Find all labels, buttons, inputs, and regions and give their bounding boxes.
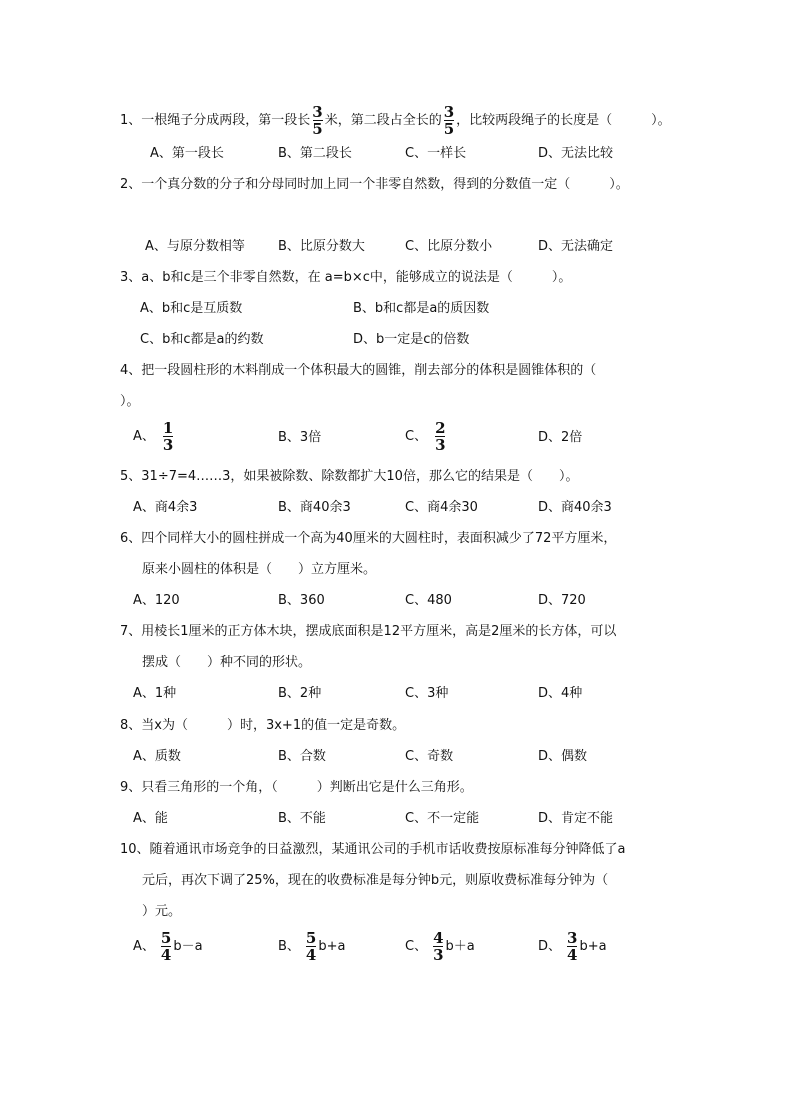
question-4: 4、把一段圆柱形的木料削成一个体积最大的圆锥，削去部分的体积是圆锥体积的（ — [120, 363, 597, 378]
question-7-cont: 摆成（ ）种不同的形状。 — [142, 655, 312, 670]
question-1 — [120, 104, 671, 137]
fraction — [161, 930, 171, 963]
question-6: 6、四个同样大小的圆柱拼成一个高为40厘米的大圆柱时，表面积减少了72平方厘米， — [120, 531, 617, 546]
denominator: 5 — [312, 120, 323, 138]
option-a: A、1种 — [133, 686, 177, 701]
numerator: 2 — [435, 419, 446, 437]
option-a: A、质数 — [133, 749, 181, 764]
option-a: A、商4余3 — [133, 500, 198, 515]
option-b — [278, 930, 345, 963]
option-label: A、 — [133, 939, 155, 954]
numerator: 3 — [567, 929, 578, 947]
option-label: D、 — [538, 939, 562, 954]
denominator: 4 — [160, 946, 172, 964]
denominator: 3 — [162, 436, 174, 454]
denominator: 4 — [567, 946, 578, 964]
question-10-cont: 元后，再次下调了25%，现在的收费标准是每分钟b元，则原收费标准每分钟为（ — [142, 873, 609, 888]
option-label: C、 — [405, 429, 428, 444]
question-10-cont2: ）元。 — [142, 904, 182, 919]
numerator: 5 — [160, 929, 172, 947]
fraction — [306, 930, 316, 963]
option-a — [133, 930, 203, 963]
option-d: D、无法确定 — [538, 239, 614, 254]
option-a: A、第一段长 — [150, 146, 224, 161]
option-c: C、奇数 — [405, 749, 454, 764]
fraction — [567, 930, 577, 963]
option-d: D、商40余3 — [538, 500, 612, 515]
fraction — [435, 420, 445, 453]
option-a — [133, 420, 175, 453]
question-6-cont: 原来小圆柱的体积是（ ）立方厘米。 — [142, 562, 377, 577]
option-b: B、b和c都是a的质因数 — [353, 301, 490, 316]
option-c: C、一样长 — [405, 146, 467, 161]
option-a: A、b和c是互质数 — [140, 301, 243, 316]
fraction — [444, 104, 454, 137]
option-b: B、商40余3 — [278, 500, 351, 515]
option-d — [538, 930, 607, 963]
question-10: 10、随着通讯市场竞争的日益激烈，某通讯公司的手机市话收费按原标准每分钟降低了a — [120, 842, 626, 857]
option-tail: b－a — [173, 939, 203, 954]
question-5: 5、31÷7=4……3，如果被除数、除数都扩大10倍，那么它的结果是（ ）。 — [120, 469, 579, 484]
option-d: D、720 — [538, 593, 586, 608]
numerator: 3 — [312, 103, 323, 121]
option-c — [405, 930, 475, 963]
option-b: B、比原分数大 — [278, 239, 365, 254]
fraction — [163, 420, 173, 453]
option-label: C、 — [405, 939, 428, 954]
fraction — [312, 104, 322, 137]
option-a: A、能 — [133, 811, 168, 826]
question-3: 3、a、b和c是三个非零自然数，在 a=b×c中，能够成立的说法是（ ）。 — [120, 270, 572, 285]
option-label: B、 — [278, 939, 300, 954]
question-4-cont: ）。 — [120, 394, 140, 409]
denominator: 3 — [435, 436, 446, 454]
option-d: D、4种 — [538, 686, 583, 701]
option-c: C、不一定能 — [405, 811, 480, 826]
option-b: B、360 — [278, 593, 325, 608]
option-tail: b+a — [318, 939, 346, 954]
option-b: B、3倍 — [278, 430, 322, 445]
option-c: C、3种 — [405, 686, 449, 701]
denominator: 4 — [305, 946, 317, 964]
question-text: ，比较两段绳子的长度是（ ）。 — [456, 113, 671, 128]
option-c: C、480 — [405, 593, 452, 608]
numerator: 4 — [433, 929, 444, 947]
option-b: B、2种 — [278, 686, 322, 701]
option-a: A、与原分数相等 — [145, 239, 245, 254]
option-c: C、比原分数小 — [405, 239, 493, 254]
option-c: C、b和c都是a的约数 — [140, 332, 264, 347]
option-tail: b+a — [579, 939, 607, 954]
numerator: 1 — [162, 419, 174, 437]
question-2: 2、一个真分数的分子和分母同时加上同一个非零自然数，得到的分数值一定（ ）。 — [120, 177, 629, 192]
option-a: A、120 — [133, 593, 180, 608]
option-d: D、偶数 — [538, 749, 588, 764]
question-text: 1、一根绳子分成两段，第一段长 — [120, 113, 311, 128]
fraction — [433, 930, 443, 963]
question-text: 米，第二段占全长的 — [324, 113, 442, 128]
option-b: B、第二段长 — [278, 146, 352, 161]
question-8: 8、当x为（ ）时，3x+1的值一定是奇数。 — [120, 718, 406, 733]
denominator: 5 — [443, 120, 455, 138]
option-c — [405, 420, 448, 453]
option-b: B、合数 — [278, 749, 326, 764]
numerator: 5 — [305, 929, 317, 947]
option-d: D、无法比较 — [538, 146, 614, 161]
option-c: C、商4余30 — [405, 500, 478, 515]
option-tail: b＋a — [445, 939, 475, 954]
option-b: B、不能 — [278, 811, 326, 826]
denominator: 3 — [433, 946, 444, 964]
question-7: 7、用棱长1厘米的正方体木块，摆成底面积是12平方厘米，高是2厘米的长方体，可以 — [120, 624, 617, 639]
option-d: D、b一定是c的倍数 — [353, 332, 470, 347]
question-9: 9、只看三角形的一个角，（ ）判断出它是什么三角形。 — [120, 780, 473, 795]
numerator: 3 — [443, 103, 455, 121]
option-d: D、2倍 — [538, 430, 583, 445]
option-d: D、肯定不能 — [538, 811, 614, 826]
option-label: A、 — [133, 429, 155, 444]
